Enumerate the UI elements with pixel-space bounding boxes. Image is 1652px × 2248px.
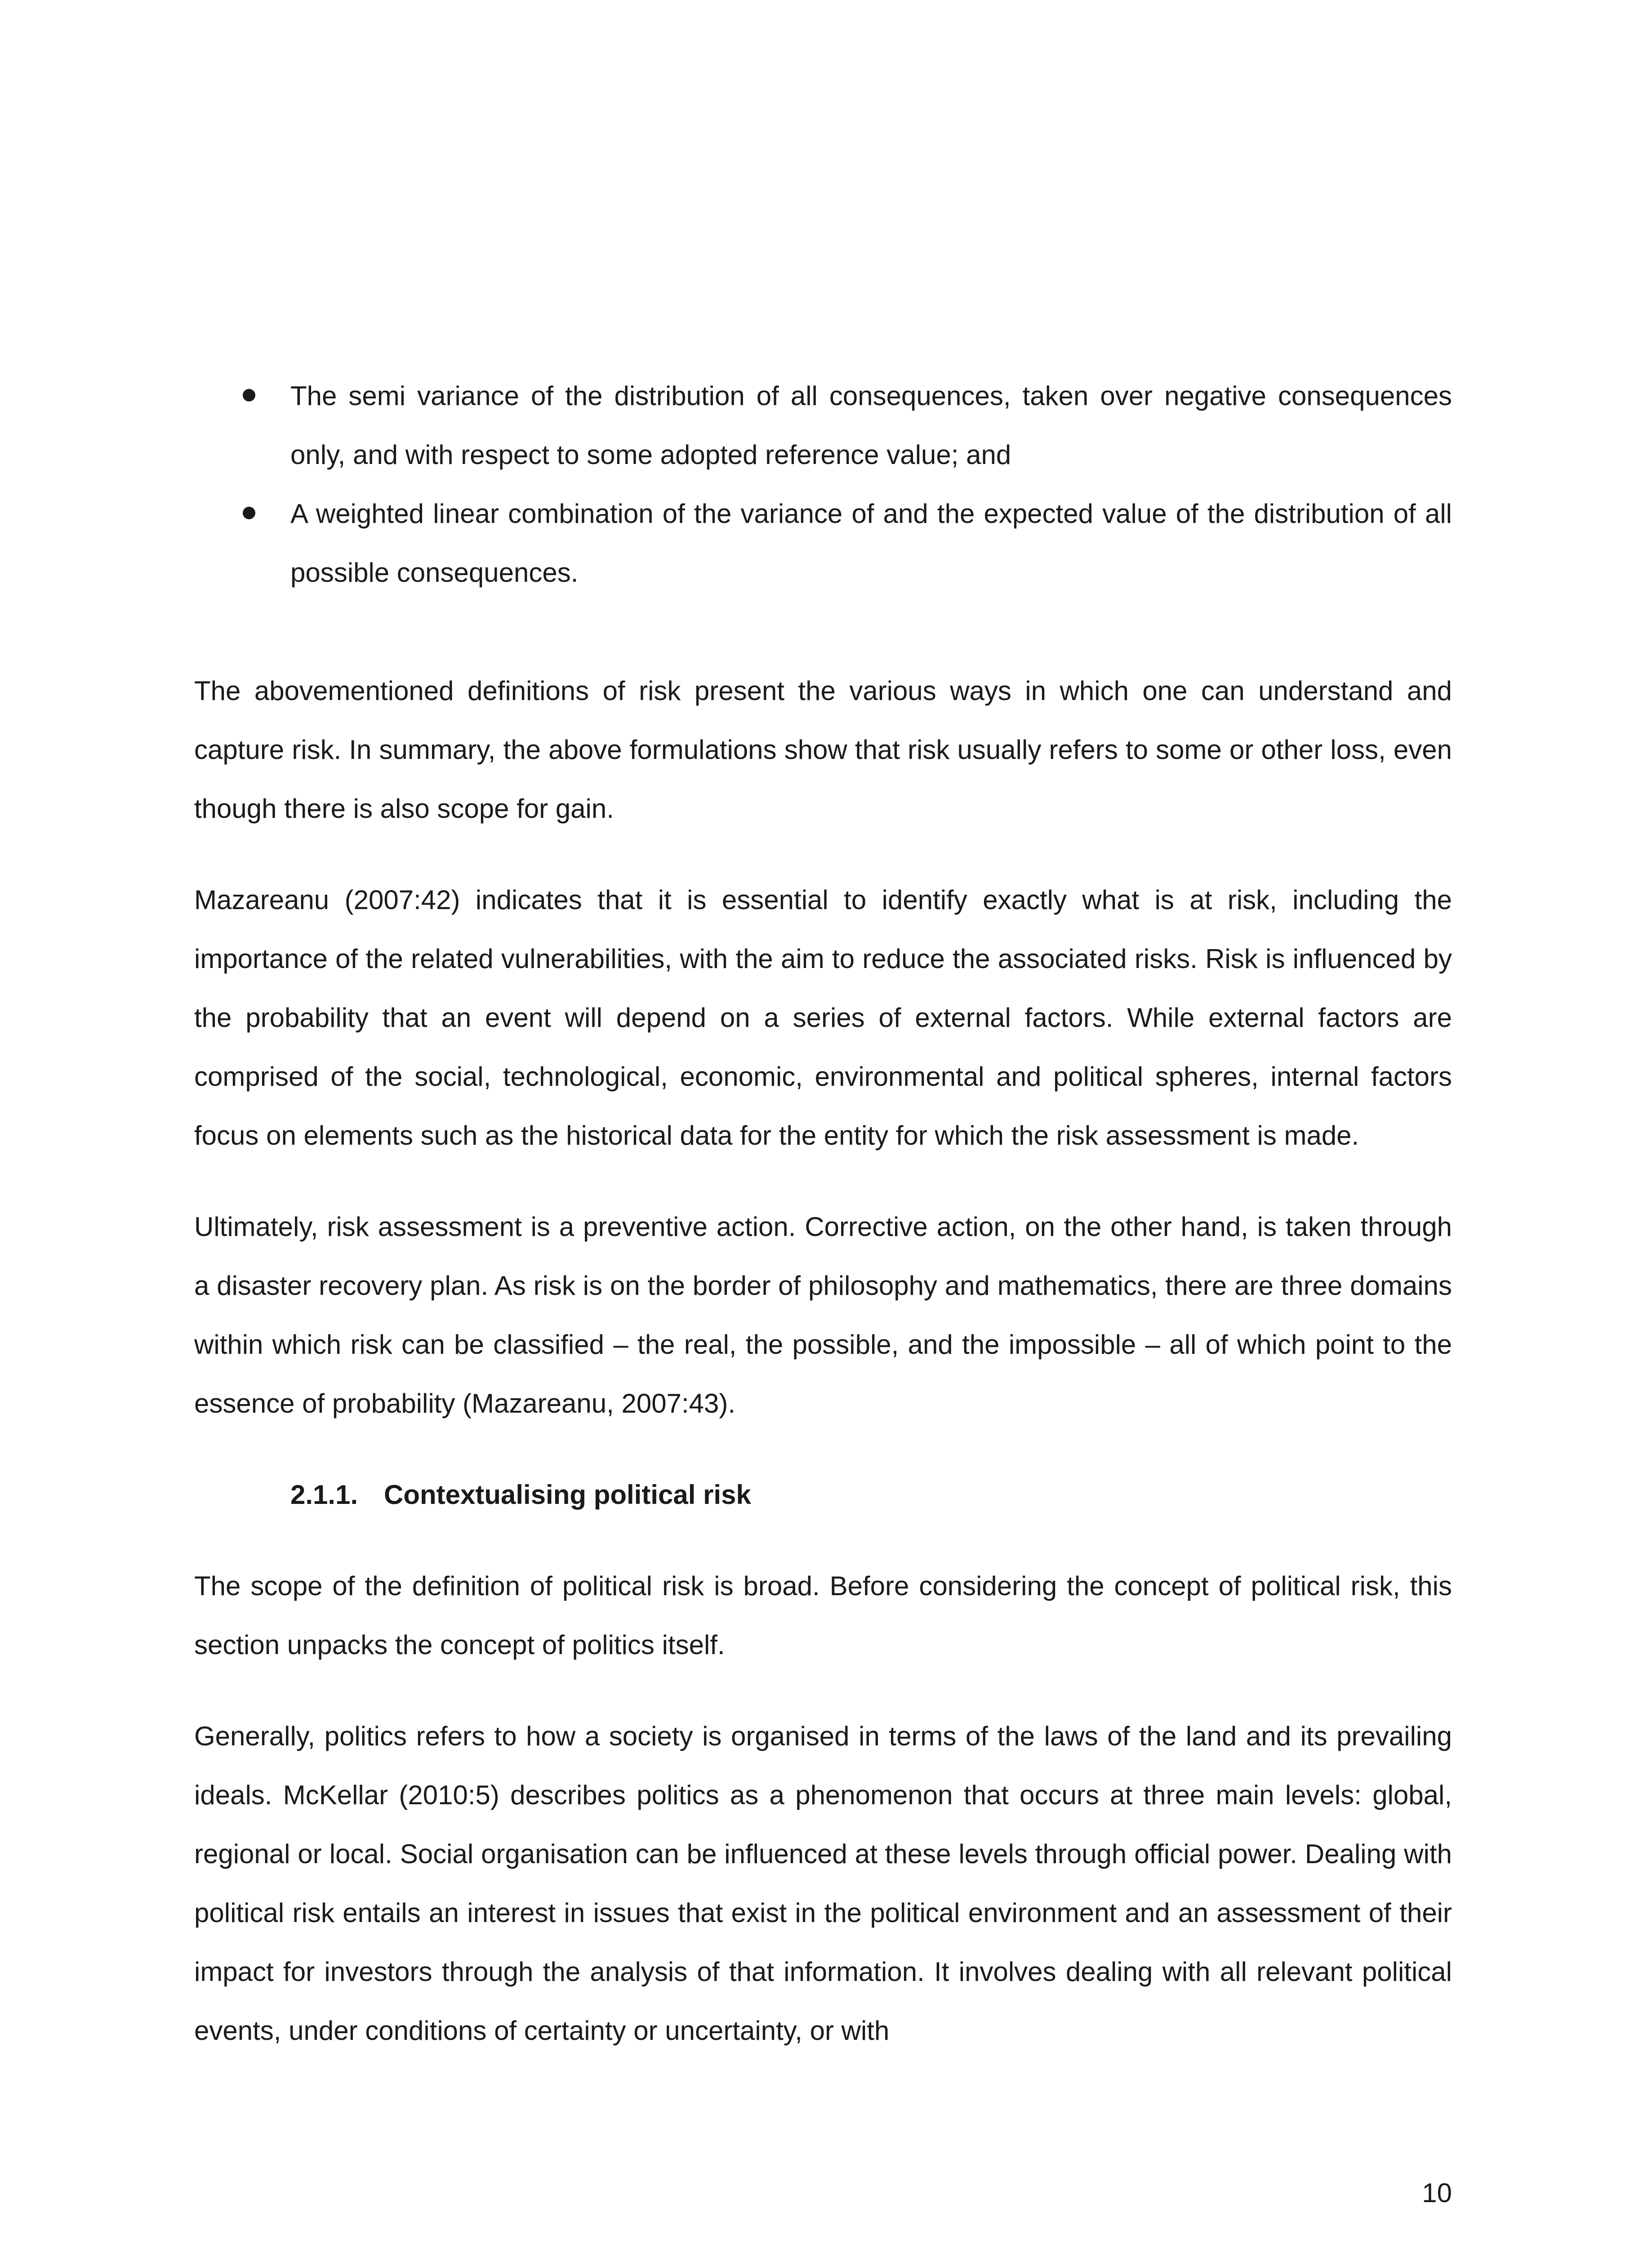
page-content <box>194 366 1452 2092</box>
paragraph-definitions-summary: The abovementioned definitions of risk present the various ways in which one can understand and capture risk. In summary, the above formulations show that risk usually refers to some or other loss, even though there is also scope for gain. <box>194 676 1452 824</box>
section-number: 2.1.1. <box>290 1480 358 1510</box>
section-title: Contextualising political risk <box>384 1480 751 1510</box>
page-number: 10 <box>1422 2178 1452 2208</box>
bullet-text: A weighted linear combination of the variance of and the expected value of the distribution of all possible consequences. <box>290 499 1452 588</box>
bullet-icon <box>243 389 255 401</box>
bullet-list <box>194 366 1452 602</box>
bullet-text: The semi variance of the distribution of all consequences, taken over negative consequences only, and with respect to some adopted reference value; and <box>290 381 1452 470</box>
paragraph-political-scope: The scope of the definition of political risk is broad. Before considering the concept of political risk, this section unpacks the concept of politics itself. <box>194 1571 1452 1660</box>
list-item <box>194 484 1452 602</box>
section-heading <box>194 1465 1452 1524</box>
paragraph-politics-definition: Generally, politics refers to how a society is organised in terms of the laws of the land and its prevailing ideals. McKellar (2010:5) describes politics as a phenomenon that occurs at three main levels: global, regional or local. Social organisation can be influenced at these levels through official power. Dealing with political risk entails an interest in issues that exist in the political environment and an assessment of their impact for investors through the analysis of that information. It involves dealing with all relevant political events, under conditions of certainty or uncertainty, or with <box>194 1721 1452 2046</box>
bullet-icon <box>243 507 255 519</box>
paragraph-risk-assessment: Ultimately, risk assessment is a preventive action. Corrective action, on the other hand, is taken through a disaster recovery plan. As risk is on the border of philosophy and mathematics, there are three domains within which risk can be classified – the real, the possible, and the impossible – all of which point to the essence of probability (Mazareanu, 2007:43). <box>194 1212 1452 1418</box>
list-item <box>194 366 1452 484</box>
paragraph-mazareanu: Mazareanu (2007:42) indicates that it is essential to identify exactly what is at risk, including the importance of the related vulnerabilities, with the aim to reduce the associated risks. Risk is influenced by the probability that an event will depend on a series of external factors. While external factors are comprised of the social, technological, economic, environmental and political spheres, internal factors focus on elements such as the historical data for the entity for which the risk assessment is made. <box>194 885 1452 1151</box>
